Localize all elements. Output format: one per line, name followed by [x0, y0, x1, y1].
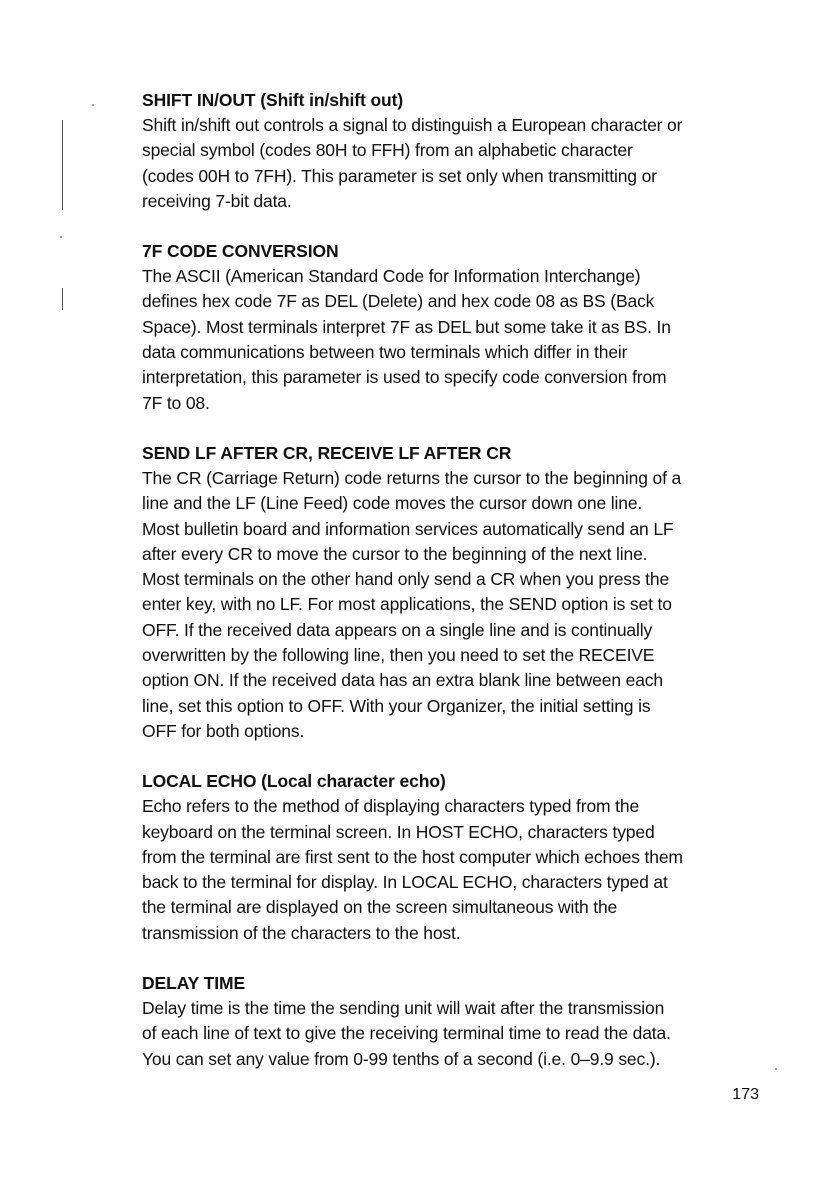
body-line: the terminal are displayed on the screen simultaneous with the	[142, 897, 618, 918]
section-shift-in-out	[142, 88, 772, 214]
section-heading: SEND LF AFTER CR, RECEIVE LF AFTER CR	[142, 442, 512, 463]
body-line: 7F to 08.	[142, 392, 210, 413]
section-send-receive-lf	[142, 441, 772, 744]
body-line: Shift in/shift out controls a signal to distinguish a European character or	[142, 115, 683, 135]
body-line: line, set this option to OFF. With your Organizer, the initial setting is	[142, 695, 651, 716]
section-delay-time	[142, 971, 772, 1072]
body-line: Most terminals on the other hand only send a CR when you press the	[142, 569, 670, 590]
section-heading: LOCAL ECHO (Local character echo)	[142, 771, 446, 792]
body-line: back to the terminal for display. In LOCAL ECHO, characters typed at	[142, 872, 668, 893]
page-number: 173	[732, 1086, 759, 1103]
body-line: (codes 00H to 7FH). This parameter is set only when transmitting or	[142, 165, 657, 186]
margin-rule	[62, 120, 63, 210]
margin-rule	[62, 288, 63, 310]
body-line: Space). Most terminals interpret 7F as DEL but some take it as BS. In	[142, 316, 671, 337]
section-heading: DELAY TIME	[142, 973, 246, 994]
body-line: enter key, with no LF. For most applications, the SEND option is set to	[142, 594, 672, 615]
page-content	[142, 88, 772, 1072]
body-line: after every CR to move the cursor to the beginning of the next line.	[142, 543, 648, 564]
body-line: line and the LF (Line Feed) code moves the cursor down one line.	[142, 493, 643, 514]
body-line: defines hex code 7F as DEL (Delete) and hex code 08 as BS (Back	[142, 291, 655, 312]
scan-speck	[775, 1068, 777, 1070]
body-line: interpretation, this parameter is used to specify code conversion from	[142, 367, 667, 388]
body-line: You can set any value from 0-99 tenths of a second (i.e. 0–9.9 sec.).	[142, 1048, 661, 1069]
body-line: OFF for both options.	[142, 720, 305, 741]
body-line: Most bulletin board and information services automatically send an LF	[142, 518, 674, 539]
body-line: option ON. If the received data has an extra blank line between each	[142, 670, 663, 691]
body-line: OFF. If the received data appears on a single line and is continually	[142, 619, 653, 640]
body-line: keyboard on the terminal screen. In HOST ECHO, characters typed	[142, 821, 655, 842]
section-heading: SHIFT IN/OUT (Shift in/shift out)	[142, 90, 404, 110]
body-line: from the terminal are first sent to the host computer which echoes them	[142, 846, 683, 867]
section-7f-code-conversion	[142, 239, 772, 416]
scan-speck	[60, 236, 62, 238]
body-line: Echo refers to the method of displaying characters typed from the	[142, 796, 640, 817]
scan-speck	[92, 104, 94, 106]
section-heading: 7F CODE CONVERSION	[142, 241, 339, 262]
body-line: transmission of the characters to the host.	[142, 922, 461, 943]
body-line: The CR (Carriage Return) code returns the cursor to the beginning of a	[142, 467, 682, 488]
body-line: special symbol (codes 80H to FFH) from an alphabetic character	[142, 140, 633, 161]
body-line: of each line of text to give the receiving terminal time to read the data.	[142, 1023, 671, 1044]
body-line: receiving 7-bit data.	[142, 190, 292, 211]
body-line: Delay time is the time the sending unit will wait after the transmission	[142, 998, 665, 1019]
section-local-echo	[142, 769, 772, 946]
body-line: data communications between two terminals which differ in their	[142, 342, 628, 363]
body-line: overwritten by the following line, then you need to set the RECEIVE	[142, 645, 655, 666]
body-line: The ASCII (American Standard Code for Information Interchange)	[142, 266, 641, 287]
